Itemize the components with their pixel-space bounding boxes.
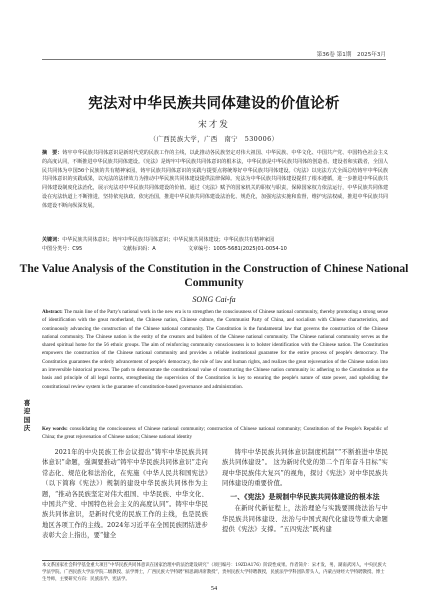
chinese-title: 宪法对中华民族共同体建设的价值论析 bbox=[88, 96, 340, 112]
body-paragraph: 2021年的中央民族工作会议提出“铸牢中华民族共同体意识”命题，强调要推动“铸牢中华民族共同体意识”走向常态化、规范化和法治化，在宪施《中华人民共和国宪法》（以下简称《宪法》）规制的建设中华民族共同体作为主题，“推动各民族坚定对伟大祖国、中华民族、中华文化、中国共产党、中国特色社会主义的高度认同”。铸牢中华民族共同体意识，是新时代党的民族工作的主线，也是民族地区各项工作的主线。2024年习近平在全国民族团结进步表彰大会上指出，要“健全 bbox=[42, 449, 208, 540]
body-paragraph: 在新时代新征程上，法治理论与实践要围绕法治与中华民族共同体建设、法治与中国式现代化建设等重大命题提供《宪法》支撑。“五四宪法”既构建 bbox=[222, 505, 388, 534]
header-rule bbox=[42, 59, 386, 60]
chinese-abstract-label: 摘 要： bbox=[42, 150, 63, 156]
running-header: 第36卷 第1期 2025年3月 bbox=[316, 52, 386, 58]
chinese-keywords-label: 关键词： bbox=[42, 237, 63, 243]
english-abstract-text: The main line of the Party's national work in the new era is to strengthen the consciousness of Chinese national community, thereby promoting a strong sense of identification with the great motherland, the Chinese nation, Chinese culture, the Communist Party of China, and socialism with Chinese characteristics, and continuously advancing the construction of the Chinese national community. The Constitution is the fundamental law that governs the construction of the Chinese national community. The Chinese nation is the entity of the creators and builders of the Chinese national community. The Chinese national community serves as the shared spiritual home for the 56 ethnic groups. The aim of reinforcing community consciousness is to bolster identification with the Chinese nation. The Constitution empowers the construction of the Chinese national community and provides a reliable institutional guarantee for the entire process of people's democracy. The Constitution guarantees the orderly advancement of people's democracy, the rule of law and human rights, and realizes the great rejuvenation of the Chinese nation into an irreversible historical process. The path to demonstrate the constitutional value of constructing the Chinese nation community is: adhering to the Constitution as the basis and principle of all legal norms, strengthening the supervision of the Constitution is key to ensuring the people's nature of state power, and upholding the constitutional review system is the guarantee of constitution-based governance and administration. bbox=[42, 309, 388, 390]
footnote-rule bbox=[42, 560, 142, 561]
chinese-author: 宋才发 bbox=[198, 120, 230, 130]
chinese-keywords bbox=[42, 236, 388, 245]
side-stamp: 喜迎国庆 bbox=[23, 399, 31, 432]
page-number: 54 bbox=[210, 585, 218, 592]
english-keywords bbox=[42, 425, 388, 442]
article-number: 文章编号：1005-5681(2025)01-0054-10 bbox=[188, 246, 287, 252]
clc-number: 中图分类号：C95 bbox=[42, 246, 83, 252]
body-column-left bbox=[42, 448, 208, 542]
body-column-right bbox=[222, 448, 388, 535]
footnote: 本文系国家社会科学基金重大项目“中华民族共同体意识在国家治理中的法治建设研究”（项目编号：19ZDA176）阶段性成果。作者简介：宋才发，男，湖南武冈人，中央民族大学法学院、广西民族大学法学院二级教授、法学博士，广西民族大学特聘“相思湖讲席教授”，贵州民族大学特聘教授，民族法学学科团队带头人，内蒙古财经大学特聘教授、博士生导师，主要研究方向：民族法学、宪法学。 bbox=[42, 563, 387, 582]
section-heading: 一、《宪法》是规制中华民族共同体建设的根本法 bbox=[230, 493, 380, 502]
body-paragraph: 铸牢中华民族共同体意识制度机制”“不断推进中华民族共同体建设”。 这为新时代党的第二个百年奋斗目标“实现中华民族伟大复兴”的视角，探讨《宪法》对中华民族共同体建设的重要价值。 bbox=[222, 449, 388, 488]
english-title: The Value Analysis of the Constitution in the Construction of Chinese National Community bbox=[19, 262, 409, 289]
english-abstract bbox=[42, 308, 388, 391]
english-keywords-text: consolidating the consciousness of Chinese national community; construction of Chinese national community; Constitution of the People's Republic of China; the great rejuvenation of Chinese nation; Chinese national identity bbox=[42, 426, 388, 441]
document-code: 文献标识码：A bbox=[122, 246, 156, 252]
english-author: SONG Cai-fa bbox=[192, 295, 236, 304]
chinese-keywords-text: 中华民族共同体意识；铸牢中华民族共同体意识；中华民族共同体建设；中华民族共有精神家园 bbox=[62, 237, 275, 243]
english-abstract-label: Abstract: bbox=[42, 309, 63, 315]
english-keywords-label: Key words: bbox=[42, 426, 68, 432]
chinese-abstract bbox=[42, 149, 388, 211]
classification-line bbox=[42, 245, 388, 254]
chinese-affiliation: （广西民族大学，广西 南宁 530006） bbox=[149, 135, 279, 143]
chinese-abstract-text: 铸牢中华民族共同体意识是新时代党的民族工作的主线，以此推动各民族坚定对伟大祖国、中华民族、中华文化、中国共产党、中国特色社会主义的高度认同，不断推进中华民族共同体建设。《宪法》是铸牢中华民族共同体意识的根本法，中华民族是中华民族共同体的创造者、建设者和实践者，全国人民共同体为中国56个民族的共有精神家园，铸牢民族共同体意识的实践与提要点将统筹好中华民族共同体建设。《宪法》以宪法方式全面总结铸牢中华民族共同体意识的实践成果，以宪法的法律效力为推动中华民族共同体建设提供法律保障。宪法为中华民族共同体建设提供了根本遵循，进一步推进中华民族共同体建设制度化法治化，展示宪法对中华民族共同体建设的价值。通过《宪法》赋予的国家机关的职权与职责，保障国家权力依法运行，中华民族共同体建设在宪法轨道上不断推进，坚持依宪执政、依宪治国，推进中华民族共同体建设法治化、规范化，加强宪法实施和监督，维护宪法权威，推进中华民族共同体建设不断向纵深发展。 bbox=[42, 150, 389, 209]
